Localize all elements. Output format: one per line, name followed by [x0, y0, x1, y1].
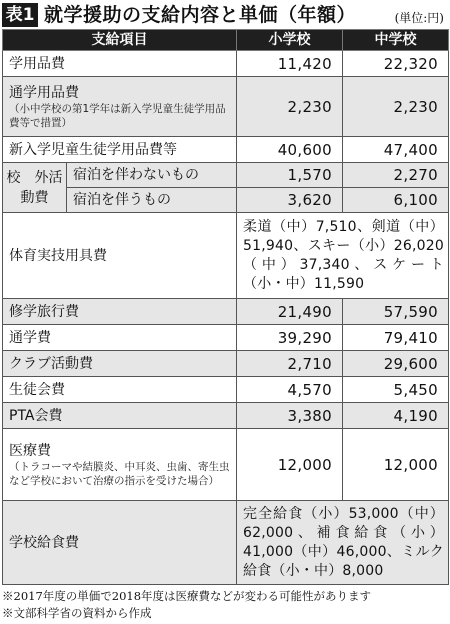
elementary-value: 21,490 — [237, 299, 343, 325]
junior-value: 22,320 — [343, 51, 449, 77]
junior-value: 47,400 — [343, 137, 449, 163]
row-item: PTA会費 — [3, 403, 237, 429]
elementary-value: 3,380 — [237, 403, 343, 429]
table-row — [3, 377, 449, 403]
row-item: 通学費 — [3, 325, 237, 351]
table-row — [3, 51, 449, 77]
column-header-item: 支給項目 — [3, 30, 237, 51]
row-item: 宿泊を伴わないもの — [67, 163, 237, 188]
elementary-value: 2,710 — [237, 351, 343, 377]
row-category: 校 外活動費 — [3, 163, 67, 213]
unit-label: (単位:円) — [394, 11, 444, 25]
table-row — [3, 325, 449, 351]
elementary-value: 2,230 — [237, 77, 343, 137]
table-label: 表1 — [2, 3, 38, 27]
title-row — [0, 0, 450, 30]
column-header-junior: 中学校 — [343, 30, 449, 51]
table-row — [3, 403, 449, 429]
row-item: 新入学児童生徒学用品費等 — [3, 137, 237, 163]
page-title: 就学援助の支給内容と単価（年額） — [44, 4, 357, 26]
row-item — [3, 429, 237, 501]
elementary-value: 4,570 — [237, 377, 343, 403]
row-item: クラブ活動費 — [3, 351, 237, 377]
junior-value: 29,600 — [343, 351, 449, 377]
aid-table — [2, 29, 449, 585]
elementary-value: 39,290 — [237, 325, 343, 351]
row-detail: 完全給食（小）53,000（中）62,000、補食給食（小）41,000（中）46,000、ミルク給食（小・中）8,000 — [237, 501, 449, 585]
junior-value: 2,230 — [343, 77, 449, 137]
row-item-note: （トラコーマや結膜炎、中耳炎、虫歯、寄生虫など学校において治療の指示を受けた場合） — [9, 460, 230, 487]
row-item: 宿泊を伴うもの — [67, 188, 237, 213]
row-item: 学校給食費 — [3, 501, 237, 585]
junior-value: 2,270 — [343, 163, 449, 188]
junior-value: 57,590 — [343, 299, 449, 325]
row-item-label: 医療費 — [9, 442, 51, 459]
row-item-note: （小中学校の第1学年は新入学児童生徒学用品費等で措置） — [9, 102, 226, 129]
row-item-label: 通学用品費 — [9, 84, 79, 101]
footnotes — [2, 588, 371, 622]
junior-value: 4,190 — [343, 403, 449, 429]
table-row — [3, 77, 449, 137]
row-item: 体育実技用具費 — [3, 213, 237, 299]
footnote: ※文部科学省の資料から作成 — [2, 606, 152, 620]
row-item: 生徒会費 — [3, 377, 237, 403]
table-row — [3, 299, 449, 325]
row-item — [3, 77, 237, 137]
elementary-value: 11,420 — [237, 51, 343, 77]
table-row — [3, 213, 449, 299]
row-detail: 柔道（中）7,510、剣道（中）51,940、スキー（小）26,020（中）37,340、スケート（小・中）11,590 — [237, 213, 449, 299]
junior-value: 79,410 — [343, 325, 449, 351]
table-row — [3, 188, 449, 213]
table-row — [3, 163, 449, 188]
row-item: 学用品費 — [3, 51, 237, 77]
elementary-value: 12,000 — [237, 429, 343, 501]
junior-value: 6,100 — [343, 188, 449, 213]
elementary-value: 40,600 — [237, 137, 343, 163]
elementary-value: 1,570 — [237, 163, 343, 188]
junior-value: 12,000 — [343, 429, 449, 501]
table-header-row — [3, 30, 449, 51]
junior-value: 5,450 — [343, 377, 449, 403]
row-item: 修学旅行費 — [3, 299, 237, 325]
elementary-value: 3,620 — [237, 188, 343, 213]
footnote: ※2017年度の単価で2018年度は医療費などが変わる可能性があります — [2, 589, 372, 603]
column-header-elementary: 小学校 — [237, 30, 343, 51]
table-row — [3, 351, 449, 377]
table-row — [3, 429, 449, 501]
table-row — [3, 501, 449, 585]
table-row — [3, 137, 449, 163]
